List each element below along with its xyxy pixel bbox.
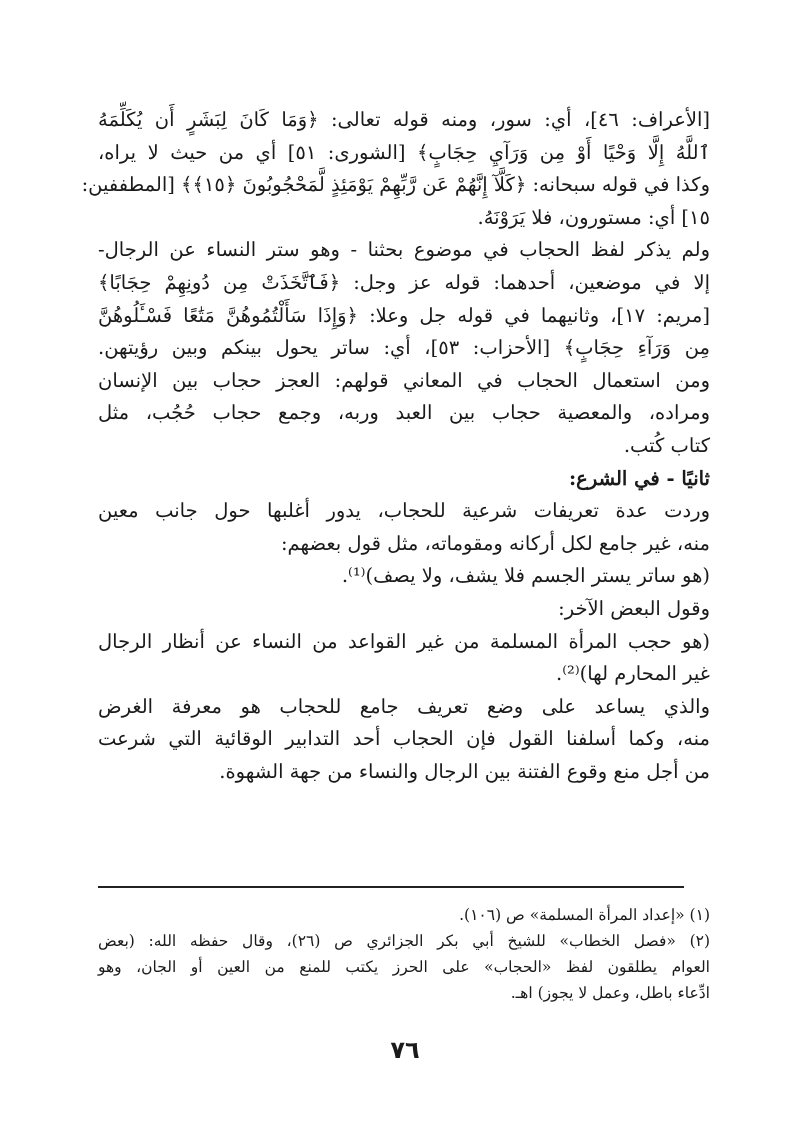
text-line: منه، وكما أسلفنا القول فإن الحجاب أحد التدابير الوقائية التي شرعت bbox=[98, 727, 710, 751]
text-line: ٱللَّهُ إِلَّا وَحْيًا أَوْ مِن وَرَآيِ حِجَابٍ﴾ [الشورى: ٥١] أي من حيث لا يراه، bbox=[98, 140, 710, 164]
text-line: مِن وَرَآءِ حِجَابٍ﴾ [الأحزاب: ٥٣]، أي: ساتر يحول بينكم وبين رؤيتهن. bbox=[98, 336, 710, 360]
text-line: (هو ساتر يستر الجسم فلا يشف، ولا يصف)⁽¹⁾. bbox=[341, 564, 710, 588]
text-line: منه، غير جامع لكل أركانه ومقوماته، مثل قول بعضهم: bbox=[280, 531, 710, 555]
text-line: كتاب كُتب. bbox=[623, 433, 710, 457]
text-line: من أجل منع وقوع الفتنة بين الرجال والنساء من جهة الشهوة. bbox=[219, 759, 710, 783]
text-line: وكذا في قوله سبحانه: ﴿كَلَّآ إِنَّهُمْ عَن رَّبِّهِمْ يَوْمَئِذٍ لَّمَحْجُوبُونَ ﴿١٥﴾﴾ [المطففين: bbox=[81, 173, 710, 197]
text-line: والذي يساعد على وضع تعريف جامع للحجاب هو معرفة الغرض bbox=[98, 694, 710, 718]
text-line: ولم يذكر لفظ الحجاب في موضوع بحثنا - وهو ستر النساء عن الرجال- bbox=[98, 238, 710, 262]
text-line: [الأعراف: ٤٦]، أي: سور، ومنه قوله تعالى: ﴿وَمَا كَانَ لِبَشَرٍ أَن يُكَلِّمَهُ bbox=[98, 108, 710, 131]
text-line: غير المحارم لها)⁽²⁾. bbox=[556, 662, 710, 686]
footnotes bbox=[98, 902, 710, 1006]
text-line: ومن استعمال الحجاب في المعاني قولهم: العجز حجاب بين الإنسان bbox=[98, 368, 710, 392]
page-number: ٧٦ bbox=[390, 1036, 420, 1064]
text-line: ومراده، والمعصية حجاب بين العبد وربه، وجمع حجاب حُجُب، مثل bbox=[98, 401, 710, 425]
footnote-line: (٢) «فصل الخطاب» للشيخ أبي بكر الجزائري ص (٢٦)، وقال حفظه الله: (بعض bbox=[98, 932, 711, 950]
footnote-line: العوام يطلقون لفظ «الحجاب» على الحرز يكتب للمنع من العين أو الجان، وهو bbox=[98, 958, 710, 976]
footnote-separator bbox=[98, 886, 684, 888]
text-line: (هو حجب المرأة المسلمة من غير القواعد من النساء عن أنظار الرجال bbox=[98, 629, 710, 653]
text-line: وردت عدة تعريفات شرعية للحجاب، يدور أغلبها حول جانب معين bbox=[98, 499, 710, 523]
footnote-line: (١) «إعداد المرأة المسلمة» ص (١٠٦). bbox=[459, 906, 710, 924]
text-line: وقول البعض الآخر: bbox=[558, 596, 710, 620]
text-line: إلا في موضعين، أحدهما: قوله عز وجل: ﴿فَٱتَّخَذَتْ مِن دُونِهِمْ حِجَابًا﴾ bbox=[98, 270, 710, 294]
section-heading: ثانيًا - في الشرع: bbox=[568, 466, 710, 490]
text-line: ١٥] أي: مستورون، فلا يَرَوْنَهُ. bbox=[477, 205, 710, 229]
text-line: [مريم: ١٧]، وثانيهما في قوله جل وعلا: ﴿وَإِذَا سَأَلْتُمُوهُنَّ مَتَٰعًا فَسْـَٔلُوهُنَّ bbox=[98, 303, 710, 327]
footnote-line: ادِّعاء باطل، وعمل لا يجوز) اهـ. bbox=[510, 984, 710, 1002]
main-text bbox=[81, 104, 710, 788]
